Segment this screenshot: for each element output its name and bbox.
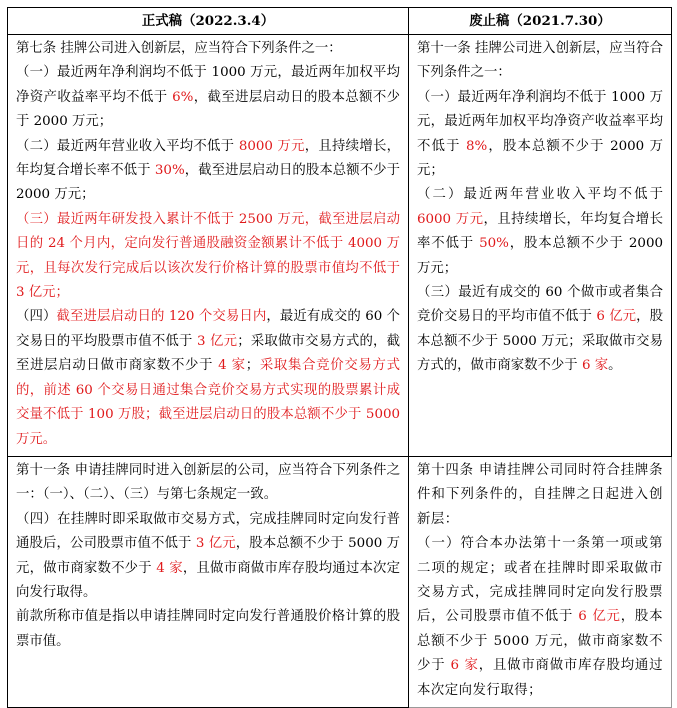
paragraph [417, 183, 663, 281]
text-run: ；采取做市交易方式的，截至进层启动日做市商家数不少于 [16, 333, 400, 374]
row1-left-cell [8, 35, 409, 457]
paragraph [16, 508, 400, 606]
highlighted-text: 4 家 [156, 560, 183, 576]
text-run: 。 [608, 358, 622, 374]
text-run: 第十一条 挂牌公司进入创新层，应当符合下列条件之一： [417, 41, 663, 81]
highlighted-text: 6 家 [581, 358, 609, 374]
text-run: 第十一条 申请挂牌同时进入创新层的公司，应当符合下列条件之一：（一）、（二）、（三）与第七条规定一致。 [16, 462, 400, 503]
header-right: 废止稿（2021.7.30） [409, 8, 672, 35]
paragraph [417, 532, 663, 703]
highlighted-text: 50% [479, 236, 509, 252]
paragraph [417, 86, 663, 184]
text-run: （一）符合本办法第十一条第一项或第二项的规定；或者在挂牌时即采取做市交易方式，完成挂牌同时定向发行股票后，公司股票市值不低于 [417, 536, 663, 625]
text-run: ，股本总额不少于 2000 万元； [417, 138, 663, 179]
text-run: 第七条 挂牌公司进入创新层，应当符合下列条件之一： [16, 41, 342, 56]
text-run: ，且持续增长，年均复合增长率不低于 [417, 211, 663, 252]
comparison-table [7, 7, 672, 708]
text-run: （四） [16, 309, 57, 325]
highlighted-text: （三）最近两年研发投入累计不低于 2500 万元，截至进层启动日的 24 个月内，定向发行普通股融资金额累计不低于 4000 万元，且每次发行完成后以该次发行价格计算的股票市值均不低于 3 亿元； [16, 211, 400, 301]
paragraph [16, 61, 400, 134]
highlighted-text: 6 亿元 [596, 309, 637, 325]
text-run: （一）最近两年净利润均不低于 1000 万元，最近两年加权平均净资产收益率平均不低于 [16, 65, 400, 105]
row2-left-cell [8, 456, 409, 707]
highlighted-text: 截至进层启动日的 120 个交易日内 [56, 309, 267, 325]
text-run: （一）最近两年净利润均不低于 1000 万元，最近两年加权平均净资产收益率平均不低于 [417, 89, 663, 154]
highlighted-text: 6000 万元 [417, 211, 484, 227]
paragraph [16, 459, 400, 508]
paragraph [417, 281, 663, 379]
text-run: （二）最近两年营业收入平均不低于 [417, 187, 663, 203]
highlighted-text: 8000 万元 [238, 138, 305, 154]
paragraph [16, 135, 400, 208]
highlighted-text: 6% [172, 89, 194, 105]
paragraph [417, 37, 663, 86]
highlighted-text: 3 亿元 [195, 536, 236, 552]
text-run: ，股本总额不少于 2000 万元； [417, 236, 663, 276]
header-left: 正式稿（2022.3.4） [8, 8, 409, 35]
row1-right-cell [409, 35, 672, 457]
text-run: （四）在挂牌时即采取做市交易方式，完成挂牌同时定向发行普通股后，公司股票市值不低于 [16, 511, 400, 552]
header-row [8, 8, 672, 35]
paragraph [16, 37, 400, 61]
text-run: ，股本总额不少于 5000 万元；采取做市交易方式的，做市商家数不少于 [417, 309, 663, 374]
text-run: ； [245, 358, 260, 374]
highlighted-text: 6 家 [450, 658, 479, 674]
text-run: ，且持续增长，年均复合增长率不低于 [16, 138, 400, 179]
text-run: ，截至进层启动日的股本总额不少于 2000 万元； [16, 163, 400, 203]
text-run: ，股本总额不少于 5000 万元，做市商家数不少于 [16, 536, 400, 576]
text-run: 前款所称市值是指以申请挂牌同时定向发行普通股价格计算的股票市值。 [16, 609, 400, 649]
text-run: ，最近有成交的 60 个交易日的平均股票市值不低于 [16, 309, 400, 349]
table-row [8, 35, 672, 457]
text-run: ，且做市商做市库存股均通过本次定向发行取得； [417, 658, 663, 698]
highlighted-text: 3 亿元 [197, 333, 238, 349]
paragraph [16, 305, 400, 451]
highlighted-text: 4 家 [218, 358, 246, 374]
row2-right-cell [409, 456, 672, 707]
paragraph [16, 605, 400, 654]
paragraph [417, 459, 663, 532]
text-run: （三）最近有成交的 60 个做市或者集合竞价交易日的平均市值不低于 [417, 285, 663, 325]
highlighted-text: 采取集合竞价交易方式的，前述 60 个交易日通过集合竞价交易方式实现的股票累计成交量不低于 100 万股；截至进层启动日的股本总额不少于 5000 万元。 [16, 358, 400, 447]
table-row [8, 456, 672, 707]
highlighted-text: 30% [154, 163, 185, 179]
text-run: （二）最近两年营业收入平均不低于 [16, 138, 239, 154]
text-run: 第十四条 申请挂牌公司同时符合挂牌条件和下列条件的，自挂牌之日起进入创新层： [417, 462, 663, 527]
highlighted-text: 6 亿元 [578, 609, 621, 625]
text-run: ，股本总额不少于 5000 万元，做市商家数不少于 [417, 609, 664, 674]
text-run: ，且做市商做市库存股均通过本次定向发行取得。 [16, 560, 401, 600]
paragraph [16, 208, 400, 306]
highlighted-text: 8% [466, 138, 488, 154]
text-run: ，截至进层启动日的股本总额不少于 2000 万元； [16, 89, 401, 130]
